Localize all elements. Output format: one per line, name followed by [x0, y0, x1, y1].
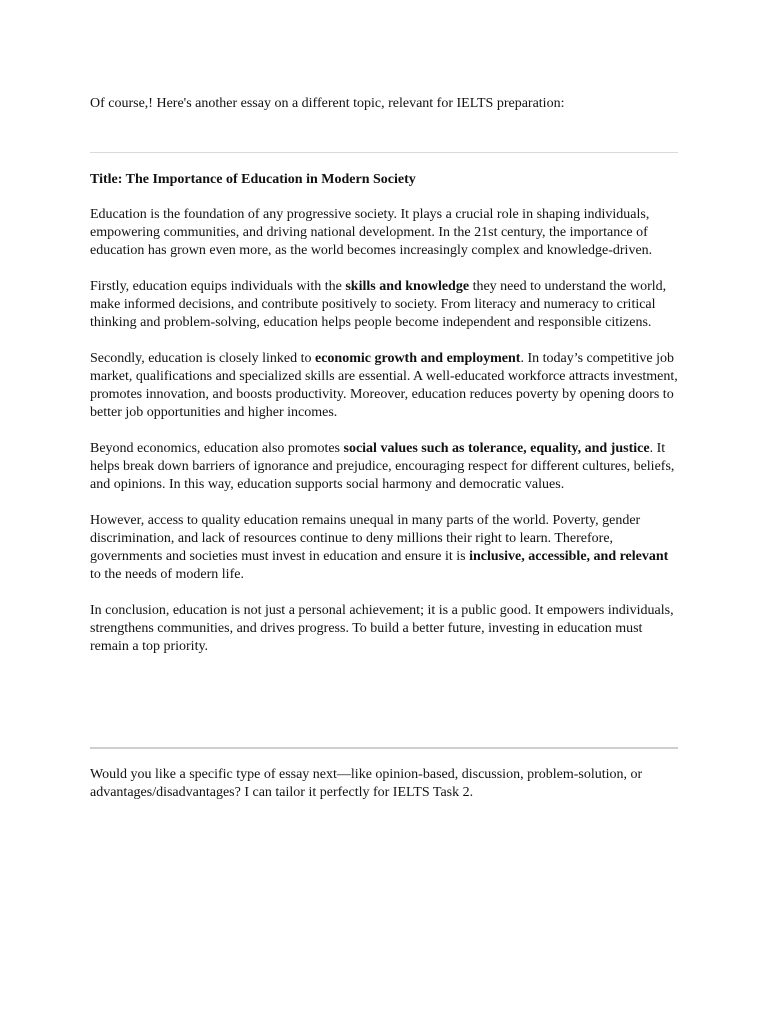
- paragraph-text: However, access to quality education remains unequal in many parts of the world. Poverty, gender discrimination, and lack of resources continue to deny millions their right to learn. Therefore, governments and societies must invest in education and ensure it is: [90, 513, 641, 564]
- paragraph-introduction: Education is the foundation of any progressive society. It plays a crucial role in shaping individuals, empowering communities, and driving national development. In the 21st century, the importance of education has grown even more, as the world becomes increasingly complex and knowledge-driven.: [90, 207, 653, 258]
- divider-bottom: [90, 747, 678, 749]
- paragraph-skills: [90, 278, 678, 332]
- paragraph-text: Firstly, education equips individuals with the: [90, 279, 346, 294]
- paragraph-social-values: [90, 440, 678, 494]
- paragraph-conclusion: In conclusion, education is not just a personal achievement; it is a public good. It empowers individuals, strengthens communities, and drives progress. To build a better future, investing in education must remain a top priority.: [90, 603, 674, 654]
- paragraph-text: they need to understand the world, make informed decisions, and contribute positively to society. From literacy and numeracy to critical thinking and problem-solving, education helps people become independent and responsible citizens.: [90, 279, 667, 330]
- essay-title: Title: The Importance of Education in Modern Society: [90, 172, 416, 187]
- divider-top: [90, 152, 678, 153]
- emphasis-text: economic growth and employment: [315, 351, 521, 366]
- paragraph-economy: [90, 350, 678, 422]
- paragraph-text: to the needs of modern life.: [90, 567, 244, 582]
- paragraph-text: . It helps break down barriers of ignorance and prejudice, encouraging respect for different cultures, beliefs, and opinions. In this way, education supports social harmony and democratic values.: [90, 441, 675, 492]
- outro-text: Would you like a specific type of essay next—like opinion-based, discussion, problem-solution, or advantages/disadvantages? I can tailor it perfectly for IELTS Task 2.: [90, 767, 643, 800]
- paragraph-access: [90, 512, 678, 584]
- emphasis-text: skills and knowledge: [345, 279, 470, 294]
- emphasis-text: inclusive, accessible, and relevant: [469, 549, 669, 564]
- essay-body: [90, 206, 678, 674]
- paragraph-text: Secondly, education is closely linked to: [90, 351, 315, 366]
- intro-text: Of course,! Here's another essay on a different topic, relevant for IELTS preparation:: [90, 96, 565, 111]
- paragraph-text: Beyond economics, education also promotes: [90, 441, 344, 456]
- paragraph-text: . In today’s competitive job market, qualifications and specialized skills are essential. A well-educated workforce attracts investment, promotes innovation, and boosts productivity. Moreover, education reduces poverty by opening doors to better job opportunities and higher incomes.: [90, 351, 678, 420]
- emphasis-text: social values such as tolerance, equality, and justice: [343, 441, 650, 456]
